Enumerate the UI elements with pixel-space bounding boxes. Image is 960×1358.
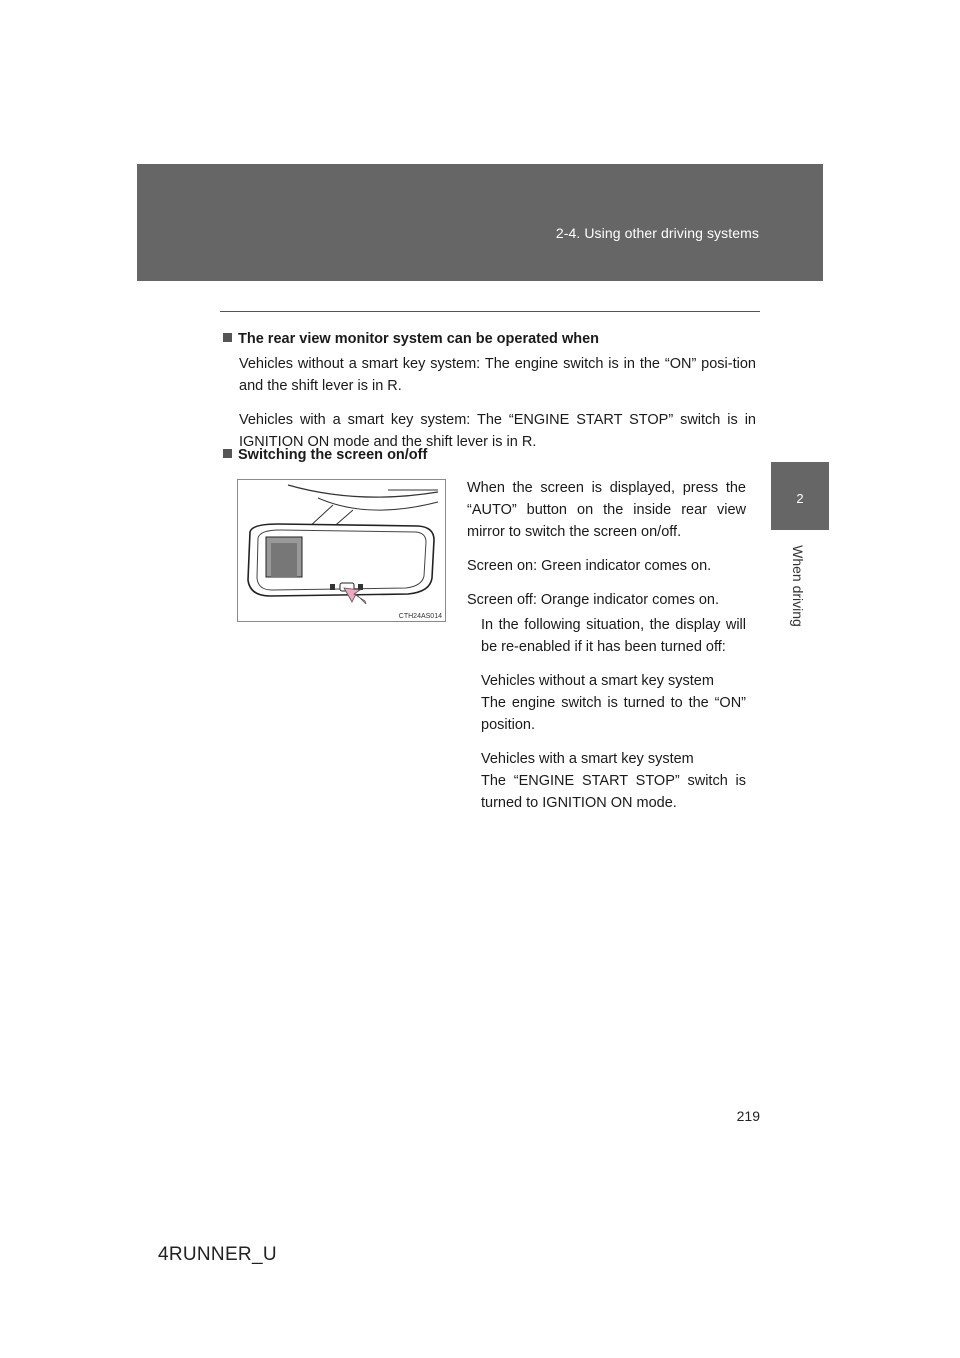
- chapter-number: 2: [796, 491, 804, 506]
- chapter-side-label: [788, 536, 808, 686]
- note-intro: In the following situation, the display will be re-enabled if it has been turned off:: [481, 617, 746, 655]
- page-number: 219: [736, 1108, 760, 1124]
- paragraph: Screen on: Green indicator comes on.: [467, 558, 712, 574]
- section-heading: Switching the screen on/off: [223, 444, 756, 466]
- chapter-tab: [771, 462, 829, 530]
- chapter-title: When driving: [790, 545, 806, 627]
- page-header-band: [137, 164, 823, 281]
- paragraph: When the screen is displayed, press the “AUTO” button on the inside rear view mirror to switch the screen on/off.: [467, 480, 746, 540]
- case-detail: The “ENGINE START STOP” switch is turned to IGNITION ON mode.: [481, 773, 746, 811]
- model-code: 4RUNNER_U: [158, 1244, 277, 1265]
- section-title: 2-4. Using other driving systems: [555, 225, 759, 241]
- case-item: [481, 670, 746, 736]
- figure-caption: CTH24AS014: [398, 613, 442, 620]
- paragraph: Vehicles with a smart key system: The “ENGINE START STOP” switch is in IGNITION ON mode and the shift lever is in R.: [239, 412, 756, 450]
- rear-view-mirror-illustration: [237, 479, 446, 622]
- section-switching-body: [467, 477, 746, 814]
- paragraph: Vehicles without a smart key system: The engine switch is in the “ON” posi-tion and the shift lever is in R.: [239, 356, 756, 394]
- section-operating-conditions: [223, 328, 756, 453]
- mirror-icon: [238, 480, 445, 621]
- paragraph: Screen off: Orange indicator comes on.: [467, 592, 720, 608]
- section-switching-heading: [223, 444, 756, 466]
- bullet-square-icon: [223, 449, 232, 458]
- bullet-square-icon: [223, 333, 232, 342]
- case-title: Vehicles without a smart key system: [481, 673, 714, 689]
- section-heading: The rear view monitor system can be operated when: [223, 328, 756, 350]
- case-detail: The engine switch is turned to the “ON” position.: [481, 695, 746, 733]
- case-title: Vehicles with a smart key system: [481, 751, 694, 767]
- case-item: [481, 748, 746, 814]
- header-divider: [220, 311, 760, 312]
